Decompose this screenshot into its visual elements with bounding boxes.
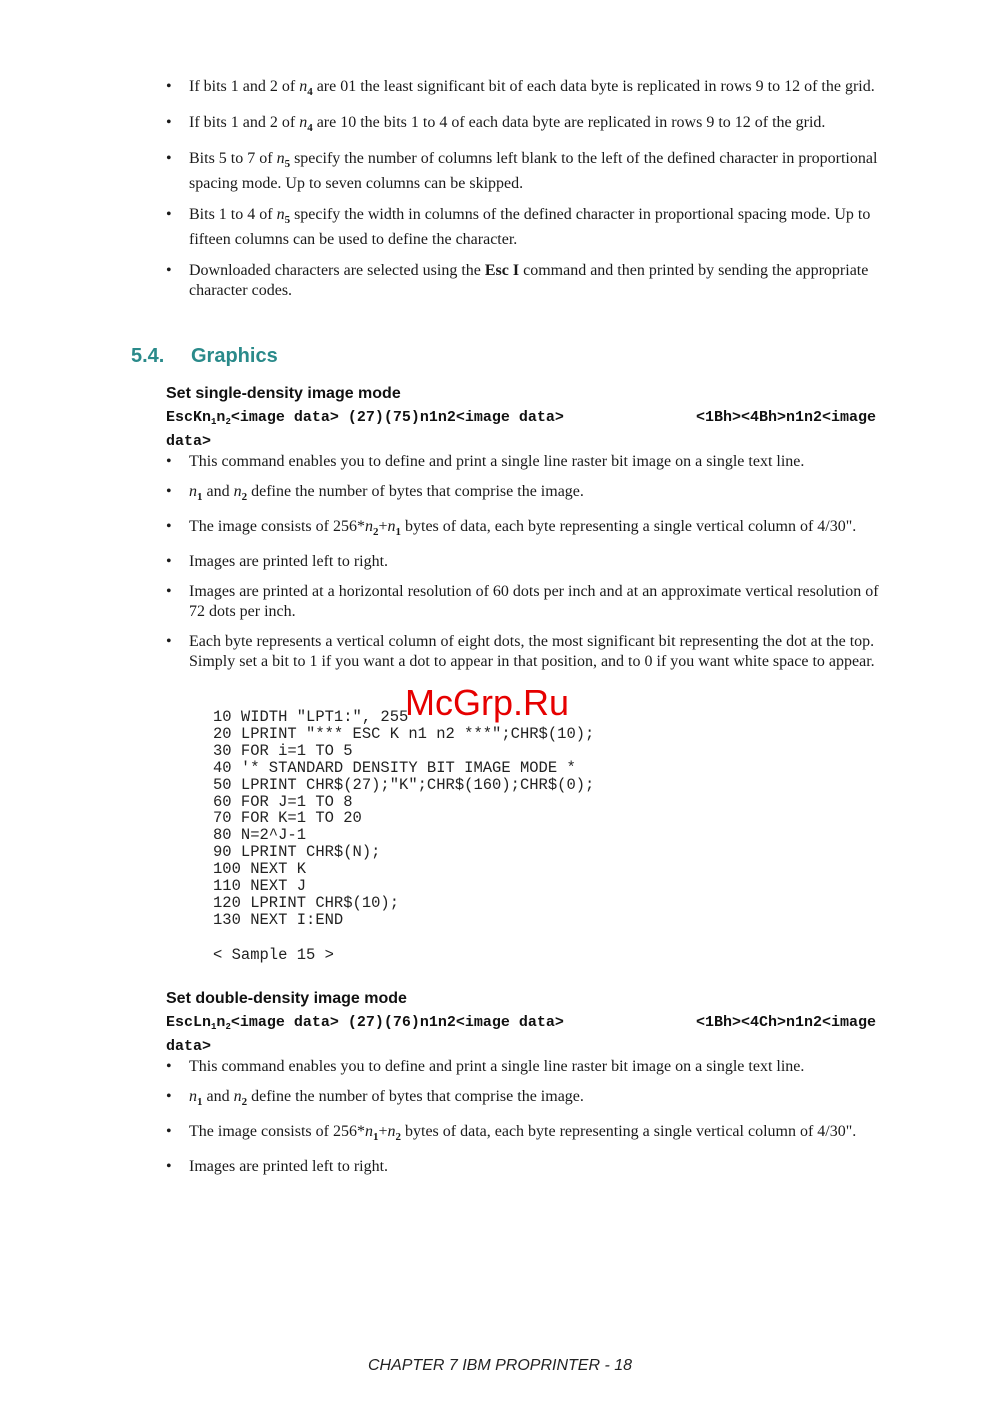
page-footer: CHAPTER 7 IBM PROPRINTER - 18 xyxy=(367,1357,633,1374)
list-item: • This command enables you to define and print a single line raster bit image on a single text line. xyxy=(166,453,805,470)
bullet-icon: • xyxy=(166,518,172,535)
list-item: • If bits 1 and 2 of $n_4$ are 01 the least significant bit of each data byte is replicated in rows 9 to 12 of the grid. xyxy=(166,78,875,98)
list-item: • Downloaded characters are selected using the Esc I command and then printed by sending the appropriate character codes. xyxy=(166,262,869,299)
bullet-icon: • xyxy=(166,206,172,223)
double-density-heading: Set double-density image mode xyxy=(166,990,407,1007)
list-item: • Images are printed left to right. xyxy=(166,553,389,570)
watermark: McGrp.Ru xyxy=(405,682,570,723)
section-heading xyxy=(131,345,278,368)
list-item: • The image consists of $256*n_1+n_2$ bytes of data, each byte representing a single vertical column of 4/30". xyxy=(166,1123,857,1143)
bullet-icon: • xyxy=(166,262,172,279)
bullet-icon: • xyxy=(166,1123,172,1140)
list-item: • Bits 5 to 7 of $n_5$ specify the number of columns left blank to the left of the defined character in proportional spacing mode. Up to seven columns can be skipped. xyxy=(166,150,878,192)
list-item: • This command enables you to define and print a single line raster bit image on a single text line. xyxy=(166,1058,805,1075)
list-item: • Bits 1 to 4 of $n_5$ specify the width in columns of the defined character in proportional spacing mode. Up to fifteen columns can be used to define the character. xyxy=(166,206,871,248)
bullet-icon: • xyxy=(166,1058,172,1075)
double-density-command: $EscLn_1n_2<image$ data> (27)(76)n1n2<image data> <1Bh><4Ch>n1n2<image data> xyxy=(166,1014,876,1055)
bullet-icon: • xyxy=(166,1088,172,1105)
bullet-icon: • xyxy=(166,78,172,95)
list-item: • Images are printed at a horizontal resolution of 60 dots per inch and at an approximate vertical resolution of 72 dots per inch. xyxy=(166,583,879,620)
bullet-icon: • xyxy=(166,114,172,131)
single-density-command: $EscKn_1n_2<image$ data> (27)(75)n1n2<image data> <1Bh><4Bh>n1n2<image data> xyxy=(166,409,876,450)
bullet-icon: • xyxy=(166,150,172,167)
double-density-bullets xyxy=(166,1057,886,1187)
section-number: 5.4. xyxy=(131,345,165,367)
bullet-icon: • xyxy=(166,1158,172,1175)
bullet-icon: • xyxy=(166,583,172,600)
single-density-bullets xyxy=(166,452,886,682)
list-item: • If bits 1 and 2 of $n_4$ are 10 the bits 1 to 4 of each data byte are replicated in rows 9 to 12 of the grid. xyxy=(166,114,826,134)
section-title: Graphics xyxy=(191,345,278,367)
bullet-icon: • xyxy=(166,633,172,650)
list-item: • $n_1$ and $n_2$ define the number of bytes that comprise the image. xyxy=(166,1088,584,1108)
bullet-icon: • xyxy=(166,453,172,470)
list-item: • The image consists of $256*n_2+n_1$ bytes of data, each byte representing a single vertical column of 4/30". xyxy=(166,518,857,538)
single-density-heading: Set single-density image mode xyxy=(166,385,401,402)
bullet-icon: • xyxy=(166,553,172,570)
list-item: • Each byte represents a vertical column of eight dots, the most significant bit representing the dot at the top. Simply set a bit to 1 if you want a dot to appear in that position, and to 0 if you want white space to appear. xyxy=(166,633,875,670)
sample-caption: < Sample 15 > xyxy=(213,946,334,964)
code-listing: 10 WIDTH "LPT1:", 255 20 LPRINT "*** ESC K n1 n2 ***";CHR$(10); 30 FOR i=1 TO 5 40 '* STANDARD DENSITY BIT IMAGE MODE * 50 LPRINT CHR$(27);"K";CHR$(160);CHR$(0); 60 FOR J=1 TO 8 70 FOR K=1 TO 20 80 N=2^J-1 90 LPRINT CHR$(N); 100 NEXT K 110 NEXT J 120 LPRINT CHR$(10); 130 NEXT I:END xyxy=(213,708,595,929)
list-item: • $n_1$ and $n_2$ define the number of bytes that comprise the image. xyxy=(166,483,584,503)
bullet-icon: • xyxy=(166,483,172,500)
top-bullet-list xyxy=(166,77,886,312)
list-item: • Images are printed left to right. xyxy=(166,1158,389,1175)
